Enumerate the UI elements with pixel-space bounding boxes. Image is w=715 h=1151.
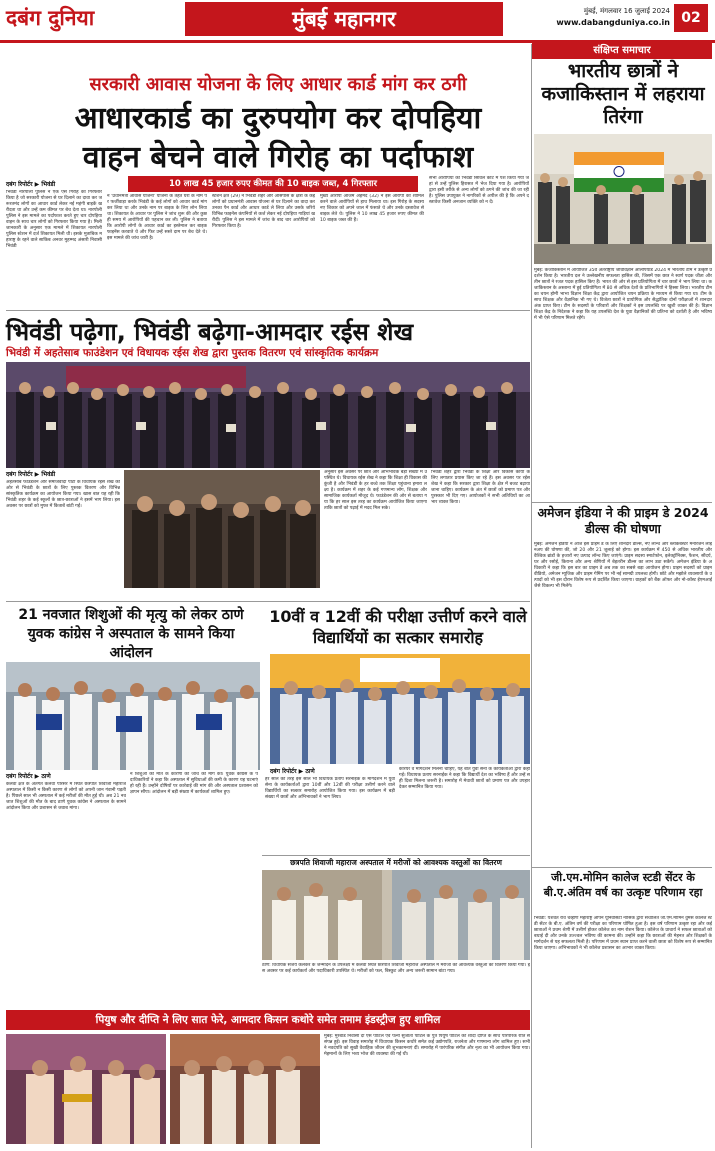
brief2-headline: अमेजन इंडिया ने की प्राइम डे 2024 डील्स की घोषणा (537, 505, 709, 536)
story5-text: ठाणे: विधायक संजय केलकर के जन्मदिन के उपलक्ष्य में कलवा स्थित छत्रपति शिवाजी महाराज अस्पताल में मरीजों को आवश्यक वस्तुओं का वितरण किया गया। इस अवसर पर कई कार्यकर्ता और पदाधिकारी उपस्थित थे। मरीजों को फल, बिस्कुट और अन्य जरूरी सामान बांटा गया। (262, 963, 530, 974)
newspaper-logo: दबंग दुनिया (6, 5, 95, 30)
story5-photo-hospital (262, 870, 530, 960)
story1-column: ने 'प्रधानमंत्री आवास योजना' योजना के तहत घरों के नाम पर फर्जीवाड़ा करके भिवंडी के कई लोगों को आधार कार्ड मांगकर लिया था और उनके नाम पर बाइक के लिए लोन लिया था। शिकायत के आधार पर पुलिस ने जांच शुरू की और कुछ ही समय में आरोपियों की पहचान कर ली। पुलिस ने बताया कि आरोपी लोगों के आधार कार्ड का इस्तेमाल कर बाइक फाइनेंस करवाते थे और फिर उन्हें सस्ते दाम पर बेच देते थे। इस मामले की जांच जारी है। (107, 194, 207, 241)
brief3-text: भिवंडी: यशवंत राव चव्हाण महाराष्ट्र ओपन यूनिवर्सिटी नासिक द्वारा संचालित जी.एम.मोमिन वुमेंस कालेज स्टडी सेंटर के बी.ए. अंतिम वर्ष की परीक्षा का परिणाम घोषित हुआ है। इस वर्ष परिणाम उत्कृष्ट रहा और कई छात्राओं ने प्रथम श्रेणी में उत्तीर्ण होकर कॉलेज का नाम रोशन किया। कॉलेज के प्राचार्य ने सफल छात्राओं को बधाई दी और उनके उज्ज्वल भविष्य की कामना की। उन्होंने कहा कि छात्राओं की मेहनत और शिक्षकों के मार्गदर्शन से यह सफलता मिली है। परिणाम में प्रथम स्थान प्राप्त करने वाली छात्रा को विशेष रूप से सम्मानित किया जाएगा। अभिभावकों ने भी कॉलेज प्रशासन का आभार व्यक्त किया। (534, 916, 712, 951)
story1-headline-line2: वाहन बेचने वाले गिरोह का पर्दाफाश (82, 140, 474, 175)
brief3-headline: जी.एम.मोमिन कालेज स्टडी सेंटर के बी.ए.अंतिम वर्ष का उत्कृष्ट परिणाम रहा (543, 871, 703, 899)
brief2-text: मुंबई: अमेजन इंडिया ने आज इस प्राइम डे के लिए शानदार डील्स, नए लॉन्च और ब्लॉकबस्टर मनोरंजन लाइनअप की घोषणा की, जो 20 और 21 जुलाई को होगा। इस कार्यक्रम में 450 से अधिक भारतीय और वैश्विक ब्रांडों के हजारों नए उत्पाद लॉन्च किए जाएंगे। प्राइम सदस्य स्मार्टफोन, इलेक्ट्रॉनिक्स, फैशन, सौंदर्य, घर और रसोई, किराना और अन्य श्रेणियों में बेहतरीन डील्स का लाभ उठा सकेंगे। अमेजन इंडिया के अधिकारी ने कहा कि इस बार का प्राइम डे अब तक का सबसे बड़ा आयोजन होगा। प्राइम सदस्यों को प्राइम वीडियो, अमेजन म्यूजिक और प्राइम गेमिंग पर भी नई सामग्री उपलब्ध होगी। छोटे और मझोले व्यवसायों के उत्पादों को भी इस दौरान विशेष रूप से प्रदर्शित किया जाएगा। ग्राहकों को बैंक ऑफर और नो-कॉस्ट ईएमआई जैसे विकल्प भी मिलेंगे। (534, 542, 712, 589)
story1-column: मुख्य आरोपी आजम अहमद (32) ने इस आरोपी को शामिल करने वाले आरोपियों से हाथ मिलाया था। इस गिरोह के सदस्य नए शिकार को अपने जाल में फंसाते थे और उनके दस्तावेज से बाइक लेते थे। पुलिस ने 10 लाख 45 हजार रुपए कीमत की 10 बाइक जब्त की हैं। (320, 194, 424, 223)
story3-headline: 21 नवजात शिशुओं की मृत्यु को लेकर ठाणे युवक कांग्रेस ने अस्पताल के सामने किया आंदोलन (18, 607, 244, 661)
story3-photo-protest (6, 662, 260, 770)
story6-photo-guests (170, 1034, 320, 1144)
page-number: 02 (674, 4, 708, 32)
sidebar-divider (531, 44, 532, 1148)
brief1-photo (534, 134, 712, 264)
story3-column: ने शिशुओं की मौत के कारणों की जांच की मांग की। युवक कांग्रेस के पदाधिकारियों ने कहा कि अस्पताल में सुविधाओं की कमी के कारण यह घटनाएं हो रही हैं। उन्होंने दोषियों पर कार्रवाई की मांग की और अस्पताल प्रशासन को ज्ञापन सौंपा। आंदोलन में बड़ी संख्या में कार्यकर्ता शामिल हुए। (130, 772, 258, 795)
story1-column: भिवंडी नारपोली पुलिस ने एक ऐसे गिरोह को गिरफ्तार किया है जो सरकारी योजना से घर दिलाने का दावा कर जरूरतमंद लोगों का आधार कार्ड लेकर नई महंगी बाइकें खरीदता था और उन्हें कम कीमत पर बेच देता था। नारपोली पुलिस ने इस मामले का पर्दाफाश करते हुए चार दोपहिया वाहन के साथ चार लोगों को गिरफ्तार किया गया है। मिली जानकारी के अनुसार एक मामले में शिकायत नारपोली पुलिस स्टेशन में दर्ज शिकायत मिली थी। इसके मुताबिक महाराष्ट्र के रहने वाले साकिब अनवर मुहम्मद अंसारी निवासी भिवंडी (6, 190, 102, 249)
story2-column: भिवंडी शहर द्वारा भिवंडी के शिक्षा और विकास कार्यों के लिए लगातार प्रयास किए जा रहे हैं। इस अवसर पर रईस शेख ने कहा कि सरकार द्वारा शिक्षा के क्षेत्र में बजट बढ़ाया जाना चाहिए। कार्यक्रम के अंत में छात्रों को प्रमाण पत्र और पुरस्कार भी दिए गए। आयोजकों ने सभी अतिथियों का आभार व्यक्त किया। (431, 470, 530, 505)
story1-headline-line1: आधारकार्ड का दुरुपयोग कर दोपहिया (74, 101, 482, 136)
section-banner: मुंबई महानगर (185, 2, 503, 36)
story1-column: सभी आरोपियों को भिवंडी सिविल कोर्ट में पेश किया गया जहां से उन्हें पुलिस हिरासत में भेज दिया गया है। आरोपियों द्वारा इसी तरीके से अन्य लोगों को ठगने की जांच की जा रही है। पुलिस उपायुक्त ने नागरिकों से अपील की है कि अपने दस्तावेज किसी अनजान व्यक्ति को न दें। (429, 176, 529, 205)
story4-photo-ceremony (270, 654, 530, 764)
story1-byline: दबंग रिपोर्टर ▶ भिवंडी (6, 181, 56, 188)
story2-column: अहतेसाब फाउंडेशन और समाजवादी पार्टी के विधायक रईस शेख की ओर से भिवंडी के छात्रों के लिए पुस्तक वितरण और विभिन्न सांस्कृतिक कार्यक्रम का आयोजन किया गया। खास बात यह रही कि भिवंडी शहर के कई स्कूलों के छात्र-छात्राओं ने इसमें भाग लिया। इस अवसर पर छात्रों को मुफ्त में किताबें बांटी गईं। (6, 480, 120, 509)
story2-photo-stage (6, 362, 530, 468)
story6-headline: पियुष और दीप्ति ने लिए सात फेरे, आमदार किसन कथोरे समेत तमाम इंडस्ट्रीज हुए शामिल (6, 1010, 530, 1030)
story1-subhead: 10 लाख 45 हजार रुपए कीमत की 10 बाइक जब्त, 4 गिरफ्तार (128, 176, 418, 192)
brief1-headline: भारतीय छात्रों ने कजाकिस्तान में लहराया तिरंगा (541, 60, 705, 128)
story-divider (262, 855, 530, 856)
story3-byline: दबंग रिपोर्टर ▶ ठाणे (6, 773, 51, 780)
story1-kicker: सरकारी आवास योजना के लिए आधार कार्ड मांग कर ठगी (89, 74, 467, 95)
story-divider (6, 310, 530, 311)
story1-column: स्टेशन क्षेत्र (29) ने भिवंडी शहर और आसपास के क्षेत्रों के कई लोगों को प्रधानमंत्री आवास योजना से घर दिलाने का वादा कर उनका पैन कार्ड और आधार कार्ड ले लिया और उसके जरिये विभिन्न फाइनेंस कंपनियों से कर्ज लेकर नई दोपहिया गाड़ियां खरीदीं। पुलिस ने इस मामले में जांच के बाद चार आरोपियों को गिरफ्तार किया है। (212, 194, 315, 229)
brief1-text: मुंबई: कजाकिस्तान में आयोजित 35वें अंतर्राष्ट्रीय जीवविज्ञान ओलंपियाड 2024 में भारतीय टीम ने उत्कृष्ट प्रदर्शन किया है। भारतीय दल ने उल्लेखनीय सफलता हासिल की, जिसमें एक छात्र ने स्वर्ण पदक जीता और तीन छात्रों ने रजत पदक हासिल किए हैं। भारत की ओर से इस प्रतियोगिता में चार छात्रों ने भाग लिया था। कजाकिस्तान के अस्ताना में हुई प्रतियोगिता में 80 से अधिक देशों के प्रतिभागियों ने हिस्सा लिया। भारतीय टीम का चयन होमी भाभा विज्ञान शिक्षा केंद्र द्वारा आयोजित चयन प्रक्रिया के माध्यम से किया गया था। टीम के साथ शिक्षक और वैज्ञानिक भी गए थे। विजेता छात्रों ने प्रायोगिक और सैद्धांतिक दोनों परीक्षाओं में शानदार अंक प्राप्त किए। टीम के सदस्यों के परिवारों और शिक्षकों ने इस उपलब्धि पर खुशी व्यक्त की है। विज्ञान शिक्षा केंद्र के निदेशक ने कहा कि यह उपलब्धि देश के युवा वैज्ञानिकों की प्रतिभा को दर्शाती है और भविष्य में भी ऐसे परिणाम मिलते रहेंगे। (534, 268, 712, 321)
story2-subhead: भिवंडी में अहतेसाब फाउंडेशन एवं विधायक रईस शेख द्वारा पुस्तक वितरण एवं सांस्कृतिक कार्यक्रम (6, 347, 379, 359)
story-divider (6, 601, 530, 602)
story4-column: केरियर व मार्गदर्शन मिलना चाहिए, यह बात युवा सेना के कार्यकर्ताओं द्वारा कही गई। विधायक प्रताप सरनाईक ने कहा कि विद्यार्थी देश का भविष्य हैं और उन्हें सही दिशा मिलना जरूरी है। समारोह में मेधावी छात्रों को प्रमाण पत्र और उपहार देकर सम्मानित किया गया। (399, 767, 530, 790)
story4-byline: दबंग रिपोर्टर ▶ ठाणे (270, 768, 315, 775)
website-url: www.dabangduniya.co.in (556, 18, 670, 27)
story2-headline: भिवंडी पढ़ेगा, भिवंडी बढ़ेगा-आमदार रईस शेख (6, 318, 414, 346)
brief-news-label: संक्षिप्त समाचार (532, 42, 712, 59)
issue-date: मुंबई, मंगलवार 16 जुलाई 2024 (583, 7, 670, 15)
story6-text: मुंबई: मुरबाड निवासी दी एस पाटिल एवं पत्नी सुजाता पाटिल के पुत्र पियुष पाटिल की शादी दीप्ति के साथ पारंपरिक रीति से संपन्न हुई। इस विवाह समारोह में विधायक किसन कथोरे समेत कई उद्योगपति, राजनेता और गणमान्य लोग शामिल हुए। सभी ने नवदंपति को सुखी वैवाहिक जीवन की शुभकामनाएं दीं। समारोह में पारंपरिक संगीत और नृत्य का भी आयोजन किया गया। मेहमानों के लिए भव्य भोज की व्यवस्था की गई थी। (324, 1034, 530, 1057)
story4-headline: 10वीं व 12वीं की परीक्षा उत्तीर्ण करने वाले विद्यार्थियों का सत्कार समारोह (269, 607, 527, 647)
story2-byline: दबंग रिपोर्टर ▶ भिवंडी (6, 471, 56, 478)
story2-column: अनुसार इस अवसर पर छात्र और अभिभावक बड़ी संख्या में उपस्थित थे। विधायक रईस शेख ने कहा कि शिक्षा ही विकास की कुंजी है और भिवंडी के हर बच्चे तक शिक्षा पहुंचाना हमारा लक्ष्य है। कार्यक्रम में शहर के कई गणमान्य लोग, शिक्षक और सामाजिक कार्यकर्ता मौजूद थे। फाउंडेशन की ओर से बताया गया कि हर साल इस तरह का कार्यक्रम आयोजित किया जाएगा ताकि छात्रों को पढ़ाई में मदद मिल सके। (324, 470, 427, 511)
story2-photo-audience (124, 470, 320, 588)
brief-divider (532, 502, 712, 503)
story3-column: कलवा क्षेत्र के अंतर्गत कलवा परिसर में स्थित छत्रपति शिवाजी महाराज अस्पताल में किसी न किसी कारण से लोगों को अपनी जान गंवानी पड़ती है। पिछले साल भी अस्पताल में कई मरीजों की मौत हुई थी। अब 21 नवजात शिशुओं की मौत के बाद ठाणे युवक कांग्रेस ने अस्पताल के सामने आंदोलन किया और प्रशासन से जवाब मांगा। (6, 782, 126, 811)
brief-divider (532, 867, 712, 868)
story5-headline: छत्रपति शिवाजी महाराज अस्पताल में मरीजों को आवश्यक वस्तुओं का वितरण (290, 858, 502, 867)
story4-column: हर साल की तरह इस साल भी विधायक प्रताप सरनाईक के मार्गदर्शन में युवा सेना के कार्यकर्ताओं द्वारा 10वीं और 12वीं की परीक्षा उत्तीर्ण करने वाले विद्यार्थियों का सत्कार समारोह आयोजित किया गया। इस कार्यक्रम में बड़ी संख्या में छात्रों और अभिभावकों ने भाग लिया। (265, 777, 395, 800)
story6-photo-wedding (6, 1034, 166, 1144)
